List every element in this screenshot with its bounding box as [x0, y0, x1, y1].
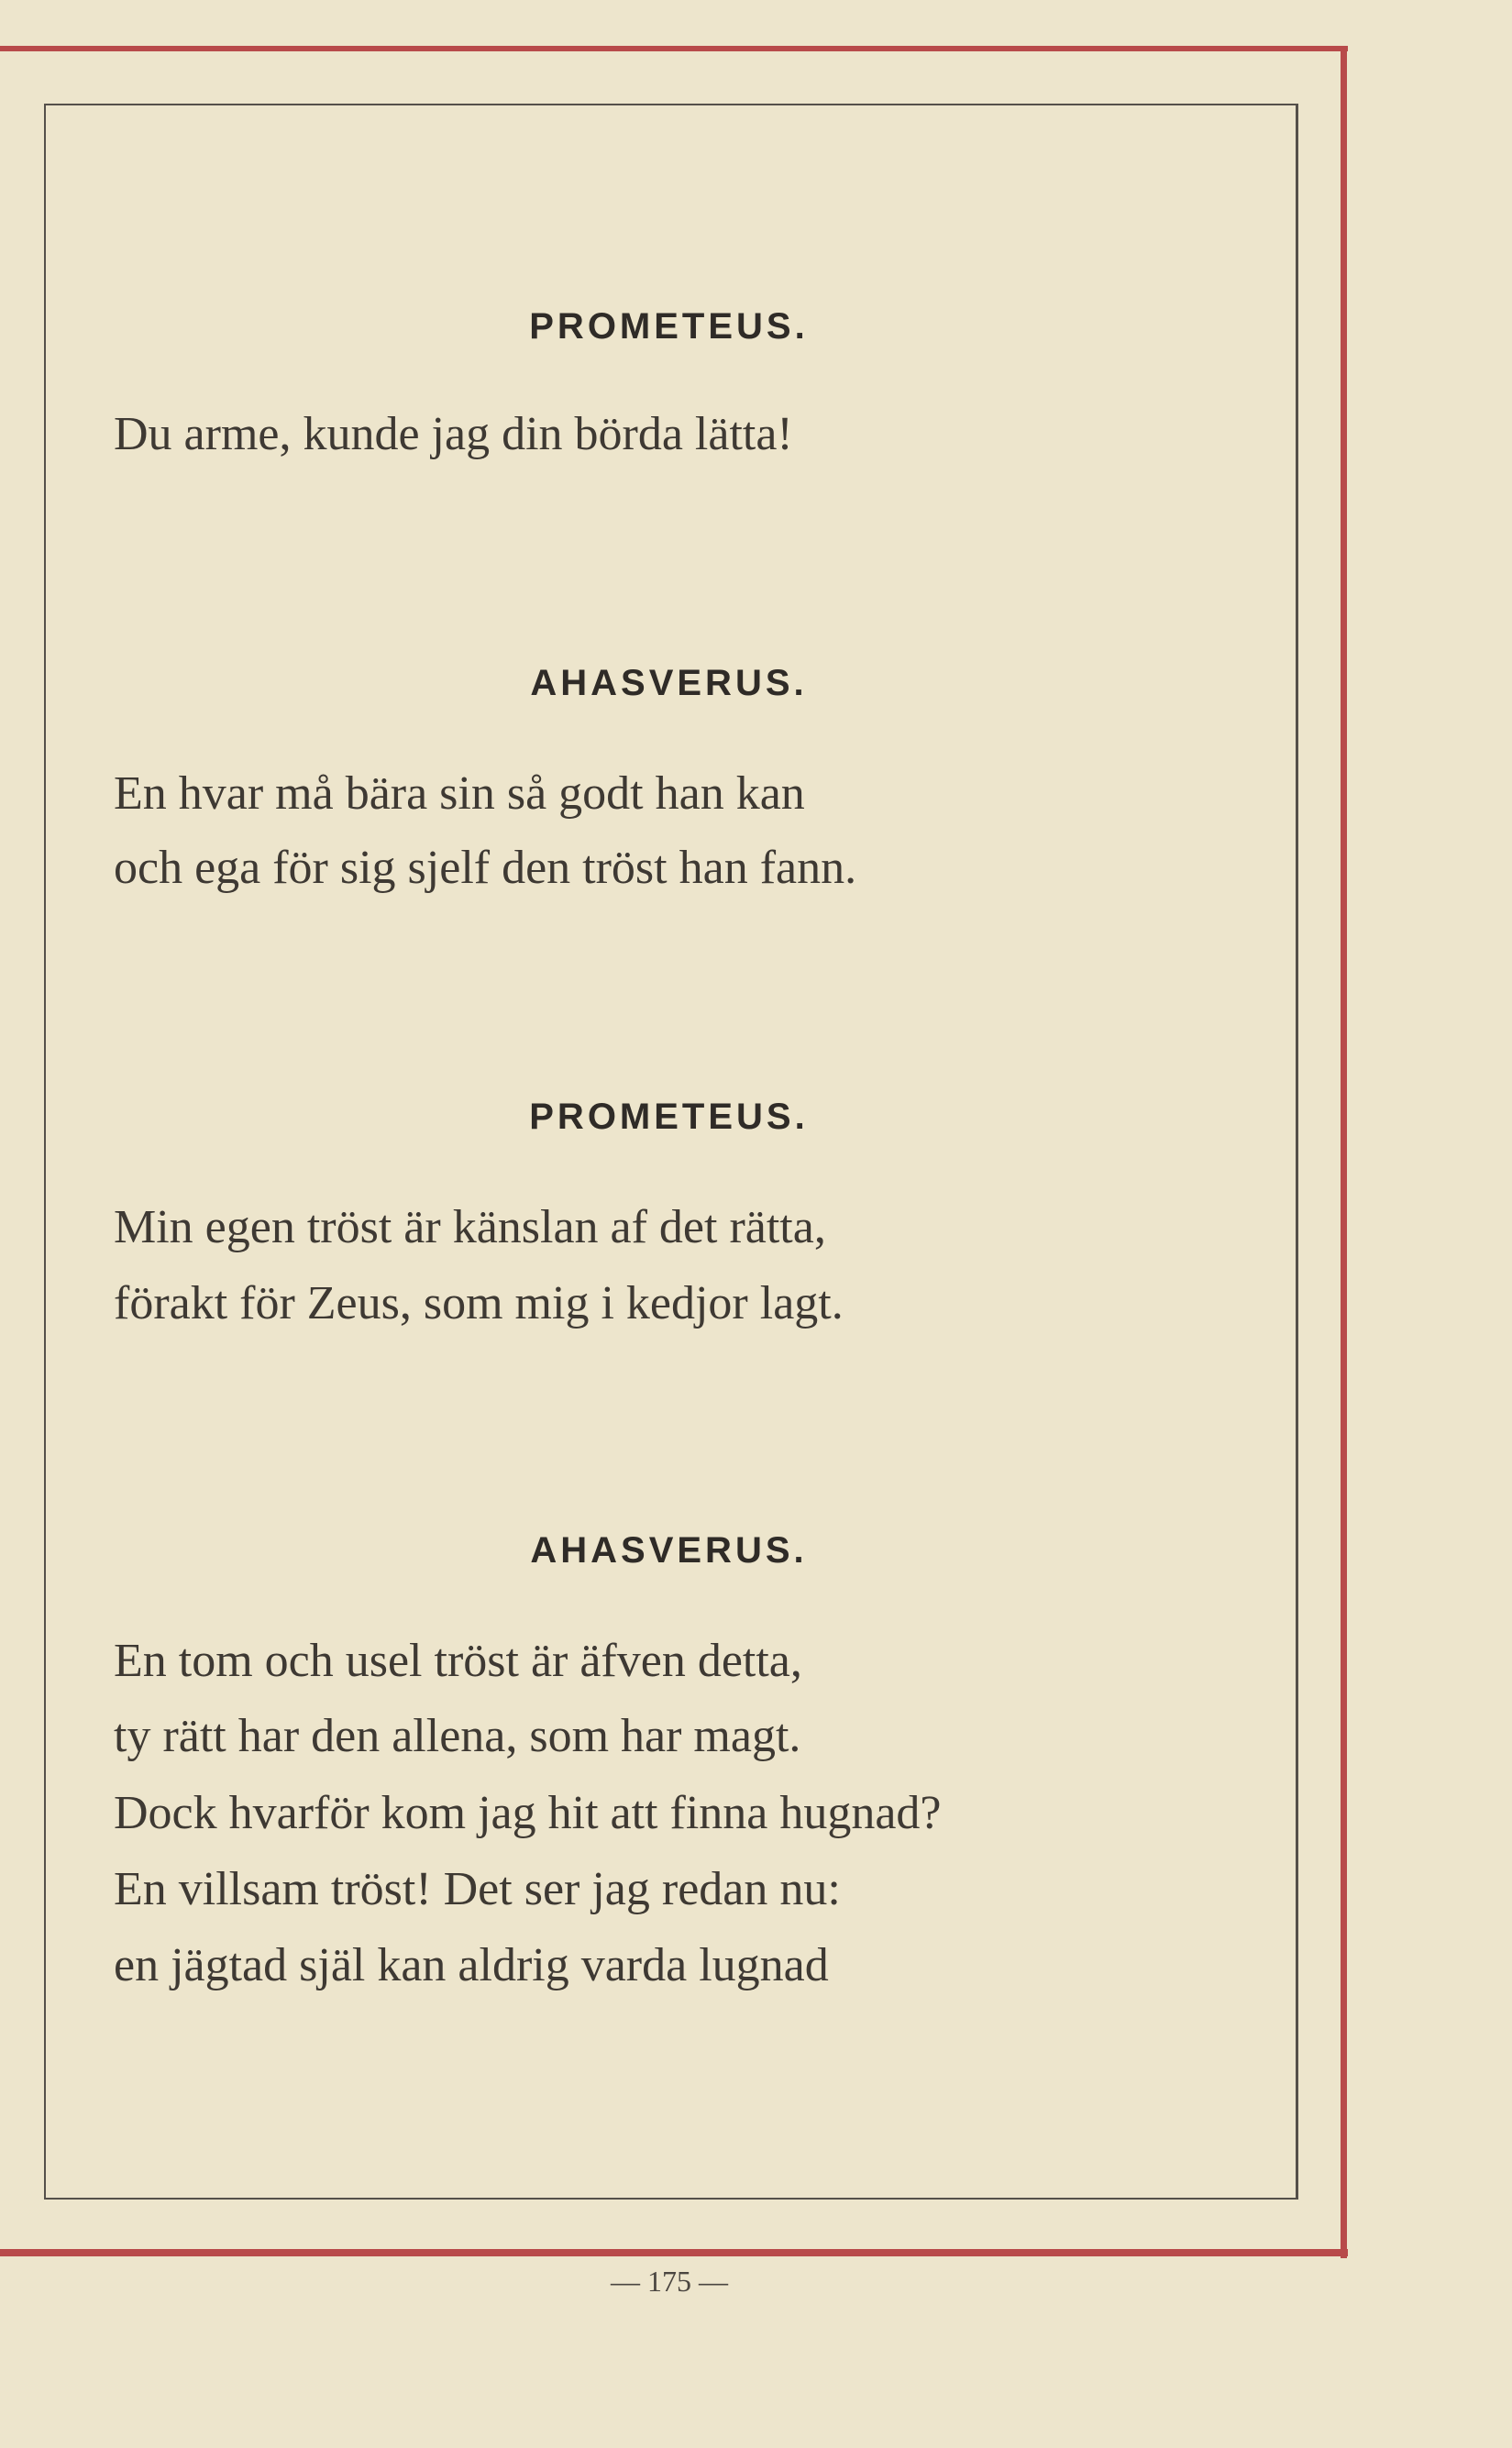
speaker-heading: PROMETEUS. — [529, 1097, 809, 1137]
page-number: — 175 — — [611, 2265, 728, 2298]
verse-line: Dock hvarför kom jag hit att finna hugnad? — [114, 1787, 942, 1839]
speaker-heading: AHASVERUS. — [530, 1530, 808, 1571]
verse-line: ty rätt har den allena, som har magt. — [114, 1710, 801, 1762]
right-red-rule — [1341, 46, 1347, 2258]
verse-line: En villsam tröst! Det ser jag redan nu: — [114, 1863, 841, 1915]
speaker-heading: AHASVERUS. — [530, 663, 808, 703]
verse-line: förakt för Zeus, som mig i kedjor lagt. — [114, 1277, 844, 1329]
verse-line: en jägtad själ kan aldrig varda lugnad — [114, 1939, 829, 1991]
verse-line: Min egen tröst är känslan af det rätta, — [114, 1201, 826, 1253]
top-red-rule — [0, 46, 1348, 51]
verse-line: och ega för sig sjelf den tröst han fann. — [114, 842, 857, 894]
verse-line: En hvar må bära sin så godt han kan — [114, 767, 805, 820]
verse-line: Du arme, kunde jag din börda lätta! — [114, 408, 793, 460]
speaker-heading: PROMETEUS. — [529, 306, 809, 347]
bottom-red-rule — [0, 2249, 1348, 2256]
verse-line: En tom och usel tröst är äfven detta, — [114, 1635, 802, 1687]
